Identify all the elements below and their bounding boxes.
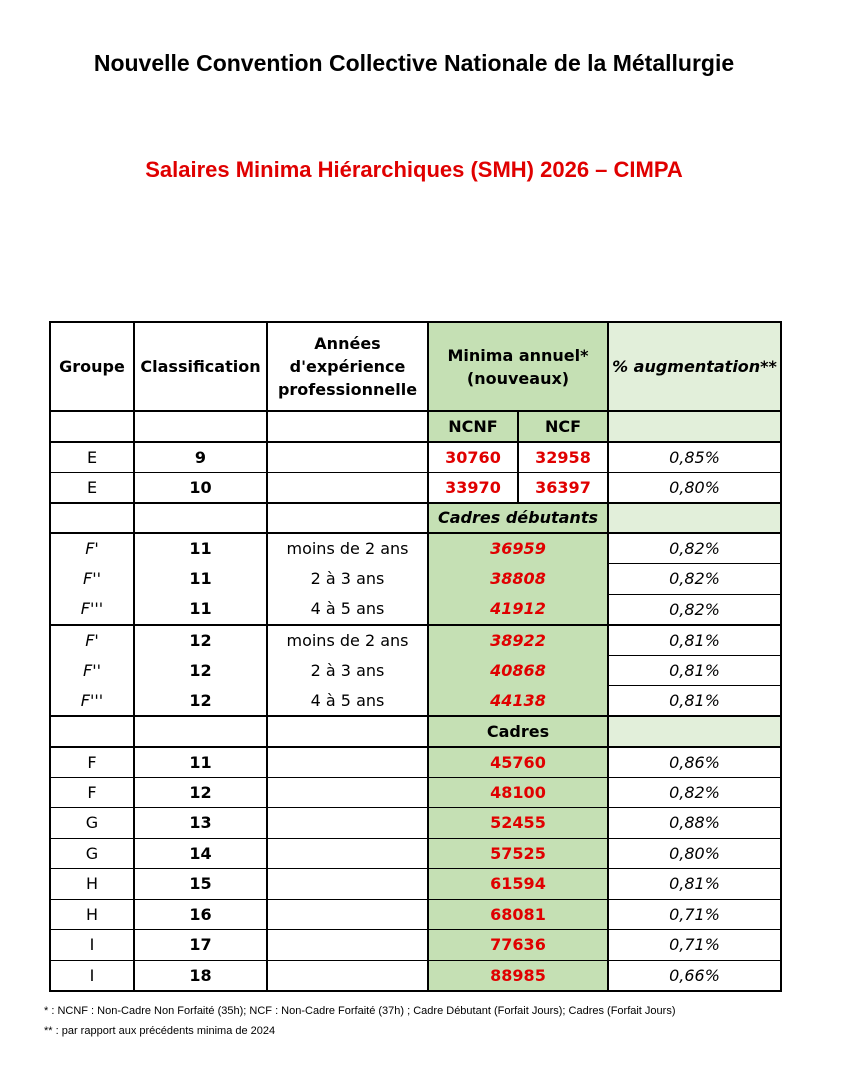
table-row: F 11 45760 0,86%	[50, 747, 781, 778]
section-row-cadres-debutants	[50, 503, 781, 534]
table-header-row	[50, 322, 781, 411]
salary-table	[49, 321, 782, 992]
document-title: Nouvelle Convention Collective Nationale de la Métallurgie	[93, 50, 735, 76]
section-label-cadres-debutants: Cadres débutants	[428, 503, 608, 534]
table-row: F''' 11 4 à 5 ans 41912 0,82%	[50, 594, 781, 625]
footnote-2: ** : par rapport aux précédents minima de 2024	[44, 1025, 276, 1037]
subheader-ncnf: NCNF	[428, 411, 518, 442]
table-row: F'' 11 2 à 3 ans 38808 0,82%	[50, 564, 781, 595]
section-label-cadres: Cadres	[428, 716, 608, 747]
section-row-cadres	[50, 716, 781, 747]
document-subtitle: Salaires Minima Hiérarchiques (SMH) 2026 – CIMPA	[145, 157, 683, 182]
table-row: G 13 52455 0,88%	[50, 808, 781, 839]
header-minima: Minima annuel* (nouveaux)	[428, 322, 608, 411]
table-row: H 15 61594 0,81%	[50, 869, 781, 900]
footnote-1: * : NCNF : Non-Cadre Non Forfaité (35h); NCF : Non-Cadre Forfaité (37h) ; Cadre Débutant (Forfait Jours); Cadres (Forfait Jours)	[44, 1005, 676, 1017]
table-row: I 17 77636 0,71%	[50, 930, 781, 961]
header-classification: Classification	[134, 322, 267, 411]
table-row: F' 11 moins de 2 ans 36959 0,82%	[50, 533, 781, 564]
table-row: F 12 48100 0,82%	[50, 777, 781, 808]
table-row: H 16 68081 0,71%	[50, 899, 781, 930]
table-row: F'' 12 2 à 3 ans 40868 0,81%	[50, 655, 781, 686]
table-row: F''' 12 4 à 5 ans 44138 0,81%	[50, 686, 781, 717]
table-row: F' 12 moins de 2 ans 38922 0,81%	[50, 625, 781, 656]
table-row: E 9 30760 32958 0,85%	[50, 442, 781, 473]
table-row: I 18 88985 0,66%	[50, 960, 781, 991]
header-groupe: Groupe	[50, 322, 134, 411]
header-augmentation: % augmentation**	[608, 322, 781, 411]
header-experience: Années d'expérience professionnelle	[267, 322, 428, 411]
table-row: G 14 57525 0,80%	[50, 838, 781, 869]
table-row: E 10 33970 36397 0,80%	[50, 472, 781, 503]
subheader-ncf: NCF	[518, 411, 608, 442]
subheader-row-ncnf-ncf	[50, 411, 781, 442]
